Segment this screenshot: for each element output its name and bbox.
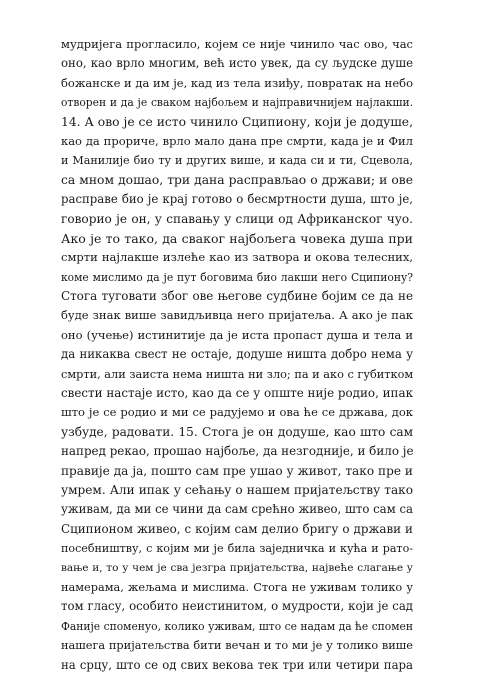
- text-line-9: расправе био је крај готово о бесмртности душа, што је,: [61, 192, 413, 207]
- body-text: [61, 35, 413, 675]
- text-line-19: свести настаје исто, као да се у опште није родио, ипак: [61, 386, 413, 401]
- text-line-21: узбуде, радовати. 15. Стога је он додуше, као што сам: [61, 424, 413, 439]
- text-line-2: оно, као врло многим, већ исто увек, да су људске душе: [61, 56, 413, 71]
- text-line-20: што је се родио и ми се радујемо и ова ће се држава, док: [61, 405, 413, 420]
- text-line-27: посебништву, с којим ми је била заједничка и кућа и рато-: [61, 542, 413, 556]
- text-line-5: 14. А ово је се исто чинило Сципиону, који је додуше,: [61, 114, 413, 129]
- text-line-26: Сципионом живео, с којим сам делио бригу о држави и: [61, 521, 413, 536]
- text-line-15: буде знак више завидљивца него пријатеља. А ако је пак: [61, 308, 413, 323]
- text-line-7: и Манилије био ту и других више, и када си и ти, Сцевола,: [61, 154, 413, 168]
- text-line-33: на срцу, што се од свих векова тек три или четири пара: [61, 657, 413, 672]
- text-line-28: вање и, то у чем је сва језгра пријатељства, највеће слагање у: [61, 561, 413, 574]
- text-line-14: Стога туговати због ове његове судбине бојим се да не: [61, 289, 413, 304]
- text-line-3: божанске и да им је, кад из тела изиђу, повратак на небо: [61, 75, 413, 90]
- text-line-8: са мном дошао, три дана расправљао о држави; и ове: [61, 172, 413, 187]
- text-line-24: умрем. Али ипак у сећању о нашем пријатељству тако: [61, 482, 413, 497]
- text-line-22: напред рекао, прошао најбоље, да незгодније, и било је: [61, 444, 413, 459]
- text-line-18: смрти, али заиста нема ништа ни зло; па и ако с губитком: [61, 367, 413, 381]
- text-line-30: том гласу, особито неистинитом, о мудрости, који је сад: [61, 599, 413, 614]
- text-line-11: Ако је то тако, да сваког најбољега човека душа при: [61, 230, 413, 246]
- text-line-12: смрти најлакше излеће као из затвора и окова телесних,: [61, 250, 413, 265]
- text-line-16: оно (учење) истинитије да је иста пропаст душа и тела и: [61, 327, 413, 342]
- text-line-10: говорио је он, у спавању у слици од Африканског чуо.: [61, 211, 413, 226]
- text-line-4: отворен и да је сваком најбољем и најправичнијем најлакши.: [61, 96, 413, 110]
- text-line-25: уживам, да ми се чини да сам срећно живео, што сам са: [61, 502, 413, 517]
- text-line-17: да никаква свест не остаје, додуше ништа добро нема у: [61, 347, 413, 362]
- text-line-6: као да прориче, врло мало дана пре смрти, када је и Фил: [61, 133, 413, 148]
- text-line-23: правије да ја, пошто сам пре ушао у живот, тако пре и: [61, 463, 413, 478]
- text-line-13: коме мислимо да је пут боговима био лакши него Сципиону?: [61, 270, 413, 284]
- text-line-1: мудријега прогласило, којем се није чинило час ово, час: [61, 37, 413, 51]
- text-line-31: Фаније споменуо, колико уживам, што се надам да ће спомен: [61, 619, 413, 633]
- text-line-32: нашега пријатељства бити вечан и то ми је у толико више: [61, 639, 413, 653]
- text-line-29: намерама, жељама и мислима. Стога не уживам толико у: [61, 580, 413, 594]
